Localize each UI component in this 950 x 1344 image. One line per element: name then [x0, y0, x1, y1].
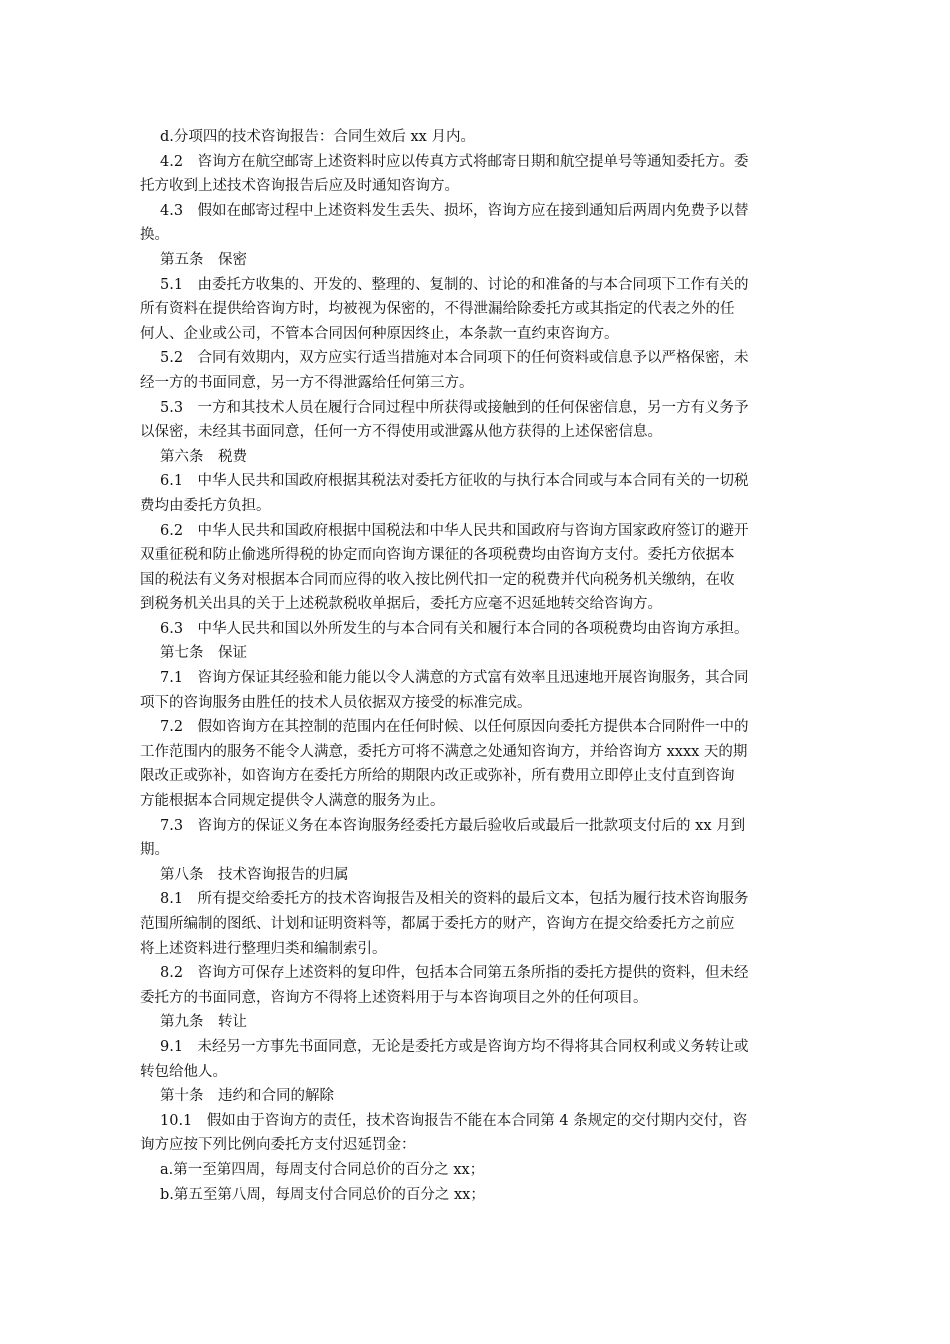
document-page [140, 125, 810, 1207]
clause-paragraph [140, 617, 810, 642]
text-line: 第九条 转让 [160, 1014, 247, 1031]
text-line: 费均由委托方负担。 [140, 497, 271, 514]
text-line: 所有资料在提供给咨询方时，均被视为保密的，不得泄漏给除委托方或其指定的代表之外的任 [140, 301, 735, 318]
text-line: 换。 [140, 227, 169, 244]
clause-paragraph [140, 469, 810, 518]
text-line: 托方收到上述技术咨询报告后应及时通知咨询方。 [140, 178, 459, 195]
text-line: d.分项四的技术咨询报告：合同生效后 xx 月内。 [160, 129, 475, 145]
text-line: 项下的咨询服务由胜任的技术人员依据双方接受的标准完成。 [140, 694, 532, 711]
text-line: 4.3 假如在邮寄过程中上述资料发生丢失、损坏，咨询方应在接到通知后两周内免费予以替 [160, 202, 749, 219]
text-line: 6.1 中华人民共和国政府根据其税法对委托方征收的与执行本合同或与本合同有关的一切税 [160, 473, 749, 490]
text-line: 5.1 由委托方收集的、开发的、整理的、复制的、讨论的和准备的与本合同项下工作有关的 [160, 276, 749, 293]
clause-paragraph [140, 199, 810, 248]
section-heading [140, 1010, 810, 1035]
text-line: 第八条 技术咨询报告的归属 [160, 866, 349, 883]
text-line: 8.1 所有提交给委托方的技术咨询报告及相关的资料的最后文本，包括为履行技术咨询服务 [160, 891, 749, 908]
clause-paragraph [140, 715, 810, 813]
text-line: 范围所编制的图纸、计划和证明资料等，都属于委托方的财产，咨询方在提交给委托方之前应 [140, 916, 735, 932]
clause-paragraph [140, 150, 810, 199]
clause-paragraph [140, 519, 810, 617]
clause-paragraph [140, 1109, 810, 1158]
text-line: 将上述资料进行整理归类和编制索引。 [140, 940, 387, 957]
list-item [140, 125, 810, 150]
clause-paragraph [140, 346, 810, 395]
text-line: 7.1 咨询方保证其经验和能力能以令人满意的方式富有效率且迅速地开展咨询服务，其合同 [160, 670, 749, 687]
text-line: 第六条 税费 [160, 448, 247, 465]
text-line: 何人、企业或公司，不管本合同因何种原因终止，本条款一直约束咨询方。 [140, 325, 619, 342]
text-line: b.第五至第八周，每周支付合同总价的百分之 xx； [160, 1186, 485, 1203]
clause-paragraph [140, 666, 810, 715]
text-line: 工作范围内的服务不能令人满意，委托方可将不满意之处通知咨询方，并给咨询方 xxxx 天的期 [140, 743, 748, 760]
text-line: 4.2 咨询方在航空邮寄上述资料时应以传真方式将邮寄日期和航空提单号等通知委托方。委 [160, 153, 749, 170]
section-heading [140, 1084, 810, 1109]
text-line: 9.1 未经另一方事先书面同意，无论是委托方或是咨询方均不得将其合同权利或义务转让或 [160, 1038, 749, 1055]
text-line: 7.3 咨询方的保证义务在本咨询服务经委托方最后验收后或最后一批款项支付后的 xx 月到 [160, 817, 746, 834]
text-line: 转包给他人。 [140, 1063, 227, 1080]
list-item [140, 1183, 810, 1208]
text-line: a.第一至第四周，每周支付合同总价的百分之 xx； [160, 1161, 485, 1178]
list-item [140, 1158, 810, 1183]
text-line: 第七条 保证 [160, 645, 247, 662]
text-line: 方能根据本合同规定提供令人满意的服务为止。 [140, 793, 445, 810]
text-line: 第五条 保密 [160, 251, 247, 268]
text-line: 7.2 假如咨询方在其控制的范围内在任何时候、以任何原因向委托方提供本合同附件一中的 [160, 719, 749, 736]
clause-paragraph [140, 396, 810, 445]
text-line: 询方应按下列比例向委托方支付迟延罚金： [140, 1137, 416, 1154]
text-line: 经一方的书面同意，另一方不得泄露给任何第三方。 [140, 374, 474, 391]
text-line: 5.3 一方和其技术人员在履行合同过程中所获得或接触到的任何保密信息，另一方有义务予 [160, 399, 749, 416]
text-line: 第十条 违约和合同的解除 [160, 1088, 334, 1105]
text-line: 6.2 中华人民共和国政府根据中国税法和中华人民共和国政府与咨询方国家政府签订的避开 [160, 522, 749, 539]
text-line: 限改正或弥补，如咨询方在委托方所给的期限内改正或弥补，所有费用立即停止支付直到咨询 [140, 768, 735, 785]
clause-paragraph [140, 814, 810, 863]
text-line: 以保密，未经其书面同意，任何一方不得使用或泄露从他方获得的上述保密信息。 [140, 424, 662, 441]
text-line: 5.2 合同有效期内，双方应实行适当措施对本合同项下的任何资料或信息予以严格保密，未 [160, 350, 749, 367]
text-line: 国的税法有义务对根据本合同而应得的收入按比例代扣一定的税费并代向税务机关缴纳，在收 [140, 571, 735, 588]
text-line: 期。 [140, 842, 169, 859]
text-line: 到税务机关出具的关于上述税款税收单据后，委托方应毫不迟延地转交给咨询方。 [140, 596, 662, 613]
text-line: 6.3 中华人民共和国以外所发生的与本合同有关和履行本合同的各项税费均由咨询方承担。 [160, 620, 749, 637]
clause-paragraph [140, 961, 810, 1010]
section-heading [140, 863, 810, 888]
text-line: 双重征税和防止偷逃所得税的协定而向咨询方课征的各项税费均由咨询方支付。委托方依据本 [140, 547, 735, 564]
text-line: 委托方的书面同意，咨询方不得将上述资料用于与本咨询项目之外的任何项目。 [140, 989, 648, 1006]
section-heading [140, 641, 810, 666]
clause-paragraph [140, 1035, 810, 1084]
clause-paragraph [140, 887, 810, 961]
section-heading [140, 445, 810, 470]
text-line: 10.1 假如由于咨询方的责任，技术咨询报告不能在本合同第 4 条规定的交付期内交付，咨 [160, 1112, 748, 1129]
text-line: 8.2 咨询方可保存上述资料的复印件，包括本合同第五条所指的委托方提供的资料，但未经 [160, 965, 749, 982]
section-heading [140, 248, 810, 273]
clause-paragraph [140, 273, 810, 347]
